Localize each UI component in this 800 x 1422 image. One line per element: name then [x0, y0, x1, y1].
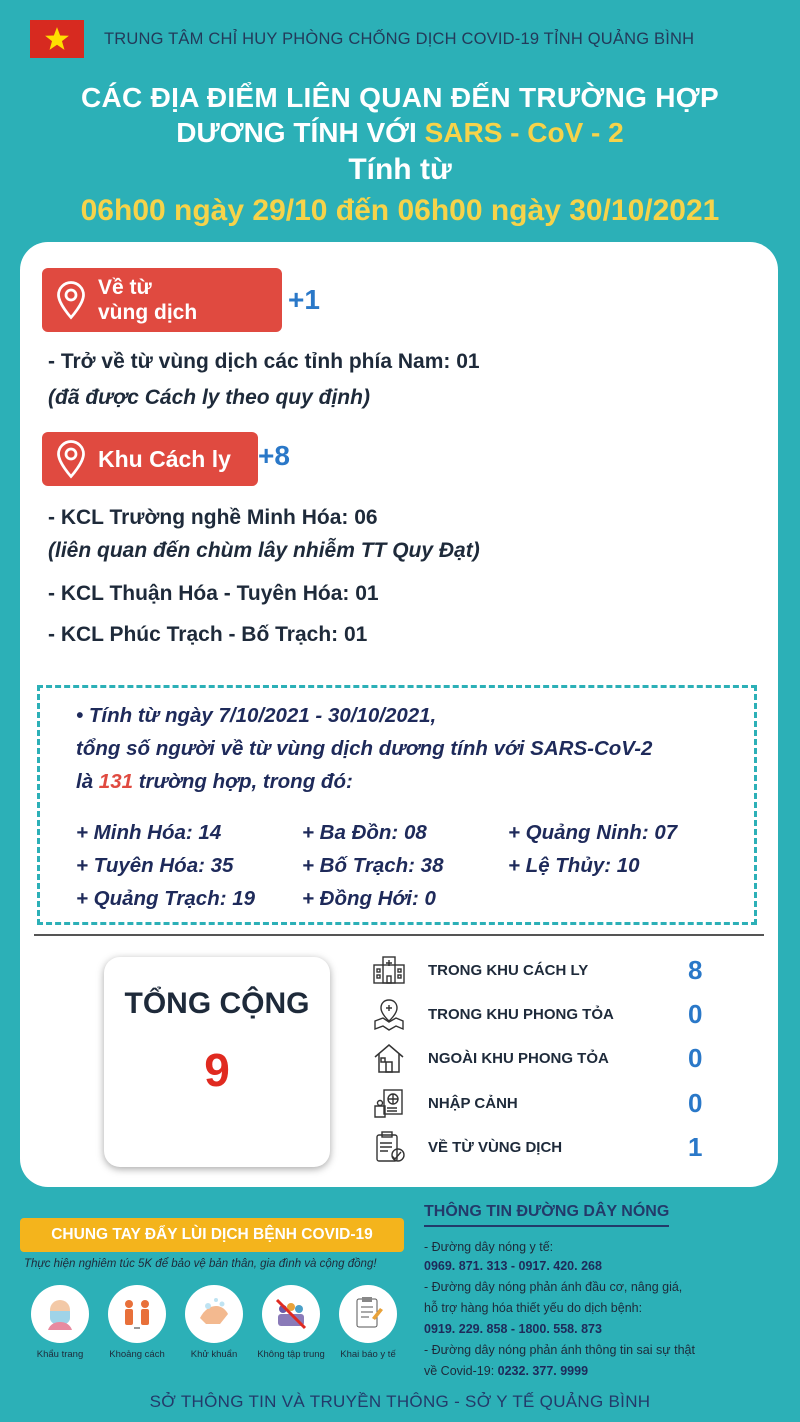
hotline-text: - Đường dây nóng phản ánh đầu cơ, nâng giá, — [424, 1280, 683, 1294]
stat-label: NHẬP CẢNH — [428, 1094, 518, 1112]
5k-item: Khử khuẩn — [178, 1285, 250, 1360]
hotline-text: - Đường dây nóng phản ánh thông tin sai sự thật — [424, 1343, 695, 1357]
organization-name: TRUNG TÂM CHỈ HUY PHÒNG CHỐNG DỊCH COVID-19 TỈNH QUẢNG BÌNH — [104, 30, 695, 48]
stat-row — [370, 994, 720, 1034]
district-item: + Tuyên Hóa: 35 — [76, 854, 234, 877]
5k-item: Khai báo y tế — [332, 1285, 404, 1360]
hand-wash-icon — [194, 1294, 234, 1334]
summary-box — [37, 685, 757, 925]
district-grid — [76, 821, 736, 912]
stat-label: NGOÀI KHU PHONG TỎA — [428, 1049, 609, 1067]
list-note: (liên quan đến chùm lây nhiễm TT Quy Đạt) — [48, 539, 480, 562]
face-mask-icon — [40, 1294, 80, 1334]
tag-from-epidemic-area: Về từ vùng dịch — [42, 268, 282, 332]
stat-label: TRONG KHU CÁCH LY — [428, 961, 589, 979]
stat-row — [370, 1038, 720, 1078]
house-icon — [372, 1041, 406, 1075]
stat-value: 8 — [688, 954, 703, 985]
location-pin-icon — [56, 280, 86, 320]
location-pin-icon — [56, 439, 86, 479]
count-from-epidemic-area: +1 — [288, 284, 320, 315]
5k-icons — [24, 1285, 404, 1360]
since-label: Tính từ — [348, 153, 452, 186]
district-item: + Ba Đồn: 08 — [302, 821, 427, 844]
count-quarantine-area: +8 — [258, 440, 290, 471]
hospital-icon — [372, 953, 406, 987]
title-line-1: CÁC ĐỊA ĐIỂM LIÊN QUAN ĐẾN TRƯỜNG HỢP — [81, 82, 719, 113]
district-item: + Minh Hóa: 14 — [76, 821, 222, 844]
clipboard-icon — [372, 1130, 406, 1164]
5k-item: Khẩu trang — [24, 1285, 96, 1360]
summary-line-3: là 131 trường hợp, trong đó: — [76, 770, 353, 793]
tag-quarantine-area: Khu Cách ly — [42, 432, 258, 486]
hotline-text: về Covid-19: 0232. 377. 9999 — [424, 1364, 589, 1378]
district-item: + Đồng Hới: 0 — [302, 887, 436, 910]
star-icon — [44, 26, 70, 52]
passport-icon — [372, 1086, 406, 1120]
summary-line-2: tổng số người về từ vùng dịch dương tính với SARS-CoV-2 — [76, 737, 653, 760]
total-value: 9 — [204, 1044, 230, 1096]
list-note: (đã được Cách ly theo quy định) — [48, 386, 370, 409]
virus-name: SARS - CoV - 2 — [424, 117, 624, 148]
total-box — [104, 957, 330, 1167]
campaign-slogan: Thực hiện nghiêm túc 5K để bảo vệ bản thân, gia đình và cộng đồng! — [24, 1258, 377, 1270]
main-card — [20, 242, 778, 1187]
stat-row — [370, 1127, 720, 1167]
no-gathering-icon — [271, 1294, 311, 1334]
list-item: - KCL Trường nghề Minh Hóa: 06 — [48, 506, 378, 529]
list-item: - KCL Thuận Hóa - Tuyên Hóa: 01 — [48, 582, 379, 605]
stat-value: 0 — [688, 1042, 703, 1073]
list-item: - KCL Phúc Trạch - Bố Trạch: 01 — [48, 623, 368, 646]
hotline-number: 0232. 377. 9999 — [497, 1364, 589, 1378]
map-pin-icon — [372, 997, 406, 1031]
campaign-banner: CHUNG TAY ĐẨY LÙI DỊCH BỆNH COVID-19 — [20, 1218, 404, 1252]
stat-value: 0 — [688, 1087, 703, 1118]
stat-row — [370, 950, 720, 990]
stat-row — [370, 1083, 720, 1123]
distance-icon — [117, 1294, 157, 1334]
stat-label: VỀ TỪ VÙNG DỊCH — [428, 1138, 563, 1156]
summary-total: 131 — [98, 770, 134, 793]
hotline-title: THÔNG TIN ĐƯỜNG DÂY NÓNG — [424, 1203, 669, 1227]
district-item: + Quảng Ninh: 07 — [508, 821, 678, 844]
hotline-number: 0919. 229. 858 - 1800. 558. 873 — [424, 1322, 602, 1336]
hotline-text: - Đường dây nóng y tế: — [424, 1240, 554, 1254]
health-declaration-icon — [348, 1294, 388, 1334]
vietnam-flag — [30, 20, 84, 58]
district-item: + Bố Trạch: 38 — [302, 854, 444, 877]
list-item: - Trở về từ vùng dịch các tỉnh phía Nam: 01 — [48, 350, 480, 373]
hotline-number: 0969. 871. 313 - 0917. 420. 268 — [424, 1259, 602, 1273]
title-line-2: DƯƠNG TÍNH VỚI SARS - CoV - 2 — [176, 117, 624, 148]
district-item: + Lệ Thủy: 10 — [508, 854, 640, 877]
stat-value: 0 — [688, 998, 703, 1029]
divider — [34, 934, 764, 936]
stat-value: 1 — [688, 1131, 703, 1162]
district-item: + Quảng Trạch: 19 — [76, 887, 256, 910]
period: 06h00 ngày 29/10 đến 06h00 ngày 30/10/2021 — [80, 194, 720, 227]
hotline-text: hỗ trợ hàng hóa thiết yếu do dịch bệnh: — [424, 1301, 643, 1315]
footer: SỞ THÔNG TIN VÀ TRUYỀN THÔNG - SỞ Y TẾ QUẢNG BÌNH — [149, 1392, 651, 1411]
5k-item: Không tập trung — [255, 1285, 327, 1360]
5k-item: Khoảng cách — [101, 1285, 173, 1360]
total-label: TỔNG CỘNG — [124, 987, 310, 1020]
summary-line-1: • Tính từ ngày 7/10/2021 - 30/10/2021, — [76, 704, 437, 727]
stat-label: TRONG KHU PHONG TỎA — [428, 1005, 614, 1023]
